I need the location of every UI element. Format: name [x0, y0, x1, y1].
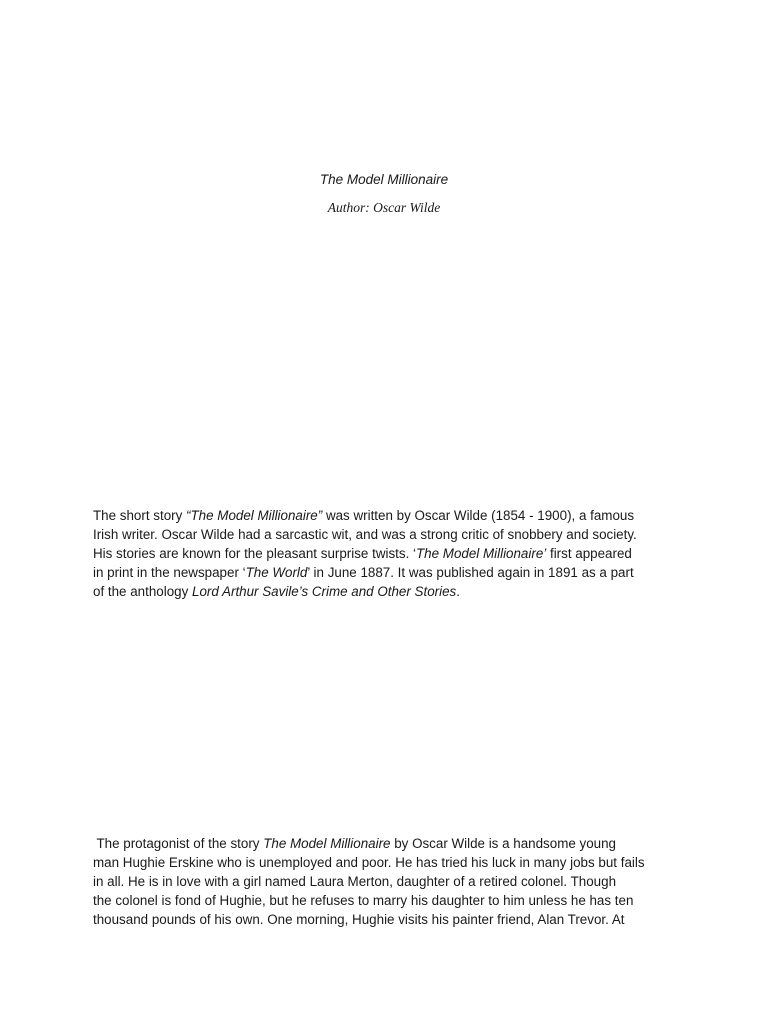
text-run: The short story — [93, 508, 187, 523]
text-run: His stories are known for the pleasant surprise twists. ‘ — [93, 546, 416, 561]
text-run: was written by Oscar Wilde (1854 - 1900), a famous — [322, 508, 635, 523]
paragraph-line: thousand pounds of his own. One morning, Hughie visits his painter friend, Alan Trevor. At — [93, 912, 625, 927]
italic-text-run: Lord Arthur Savile’s Crime and Other Stories — [192, 584, 457, 599]
italic-text-run: The Model Millionaire’ — [416, 546, 547, 561]
text-run: ’ in June 1887. It was published again in 1891 as a part — [307, 565, 634, 580]
document-title: The Model Millionaire — [319, 172, 449, 187]
text-run: first appeared — [546, 546, 632, 561]
paragraph-protagonist — [93, 834, 683, 929]
paragraph-line: Irish writer. Oscar Wilde had a sarcastic wit, and was a strong critic of snobbery and society. — [93, 527, 637, 542]
paragraph-line: man Hughie Erskine who is unemployed and poor. He has tried his luck in many jobs but fails — [93, 855, 645, 870]
paragraph-line: the colonel is fond of Hughie, but he refuses to marry his daughter to him unless he has ten — [93, 893, 634, 908]
document-author: Author: Oscar Wilde — [327, 200, 441, 215]
paragraph-line — [93, 834, 683, 853]
italic-text-run: The Model Millionaire — [263, 836, 391, 851]
text-run: The protagonist of the story — [93, 836, 264, 851]
italic-text-run: “The Model Millionaire” — [186, 508, 323, 523]
text-run: . — [456, 584, 460, 599]
text-run: by Oscar Wilde is a handsome young — [390, 836, 617, 851]
paragraph-intro — [93, 506, 683, 601]
text-run: in print in the newspaper ‘ — [93, 565, 246, 580]
paragraph-line — [93, 582, 683, 601]
paragraph-line — [93, 544, 683, 563]
paragraph-line — [93, 506, 683, 525]
italic-text-run: The World — [245, 565, 308, 580]
paragraph-line — [93, 563, 683, 582]
paragraph-line: in all. He is in love with a girl named Laura Merton, daughter of a retired colonel. Though — [93, 874, 617, 889]
text-run: of the anthology — [93, 584, 193, 599]
